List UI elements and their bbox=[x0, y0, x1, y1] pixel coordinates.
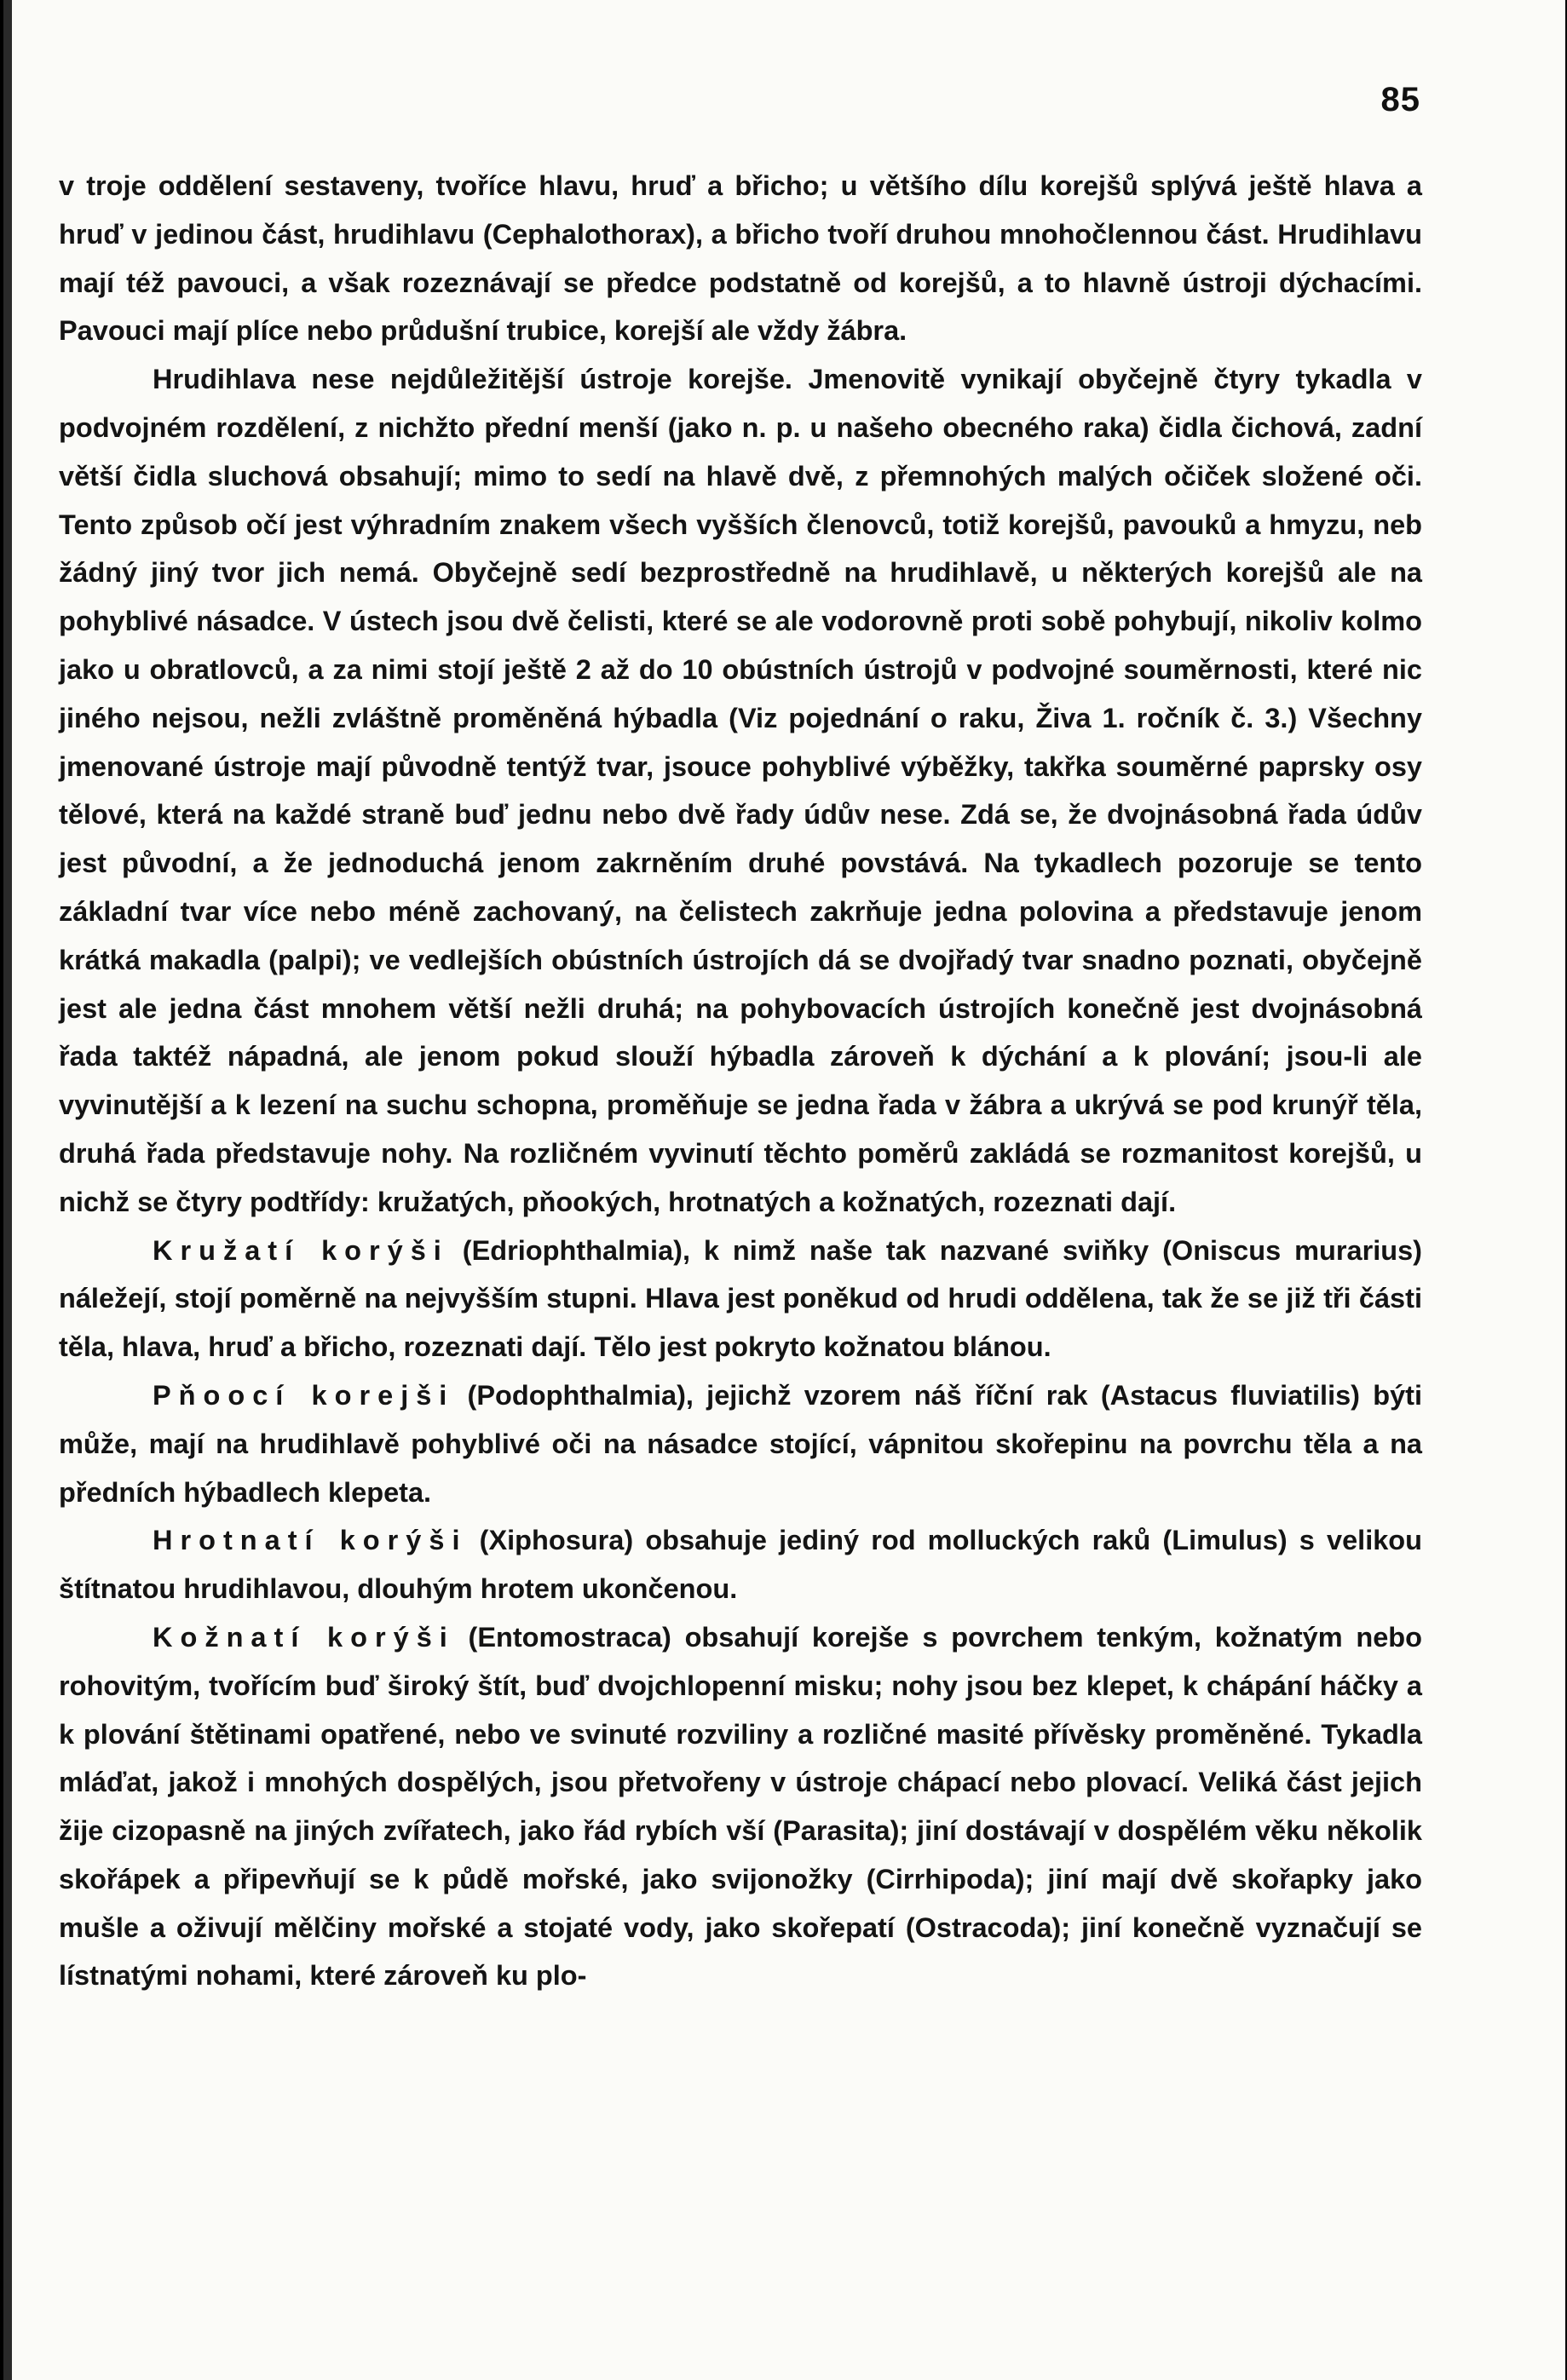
spaced-term-kruzati: Kružatí korýši bbox=[153, 1234, 449, 1266]
paragraph-3-text: (Edriophthalmia), k nimž naše tak nazvané sviňky (Oniscus murarius) náležejí, stojí poměrně na nejvyšším stupni. Hlava jest poněkud od hrudi oddělena, tak že se již tři části těla, hlava, hruď a břicho, rozeznati dají. Tělo jest pokryto kožnatou blánou. bbox=[59, 1234, 1422, 1363]
paragraph-2: Hrudihlava nese nejdůležitější ústroje korejše. Jmenovitě vynikají obyčejně čtyry tykadla v podvojném rozdělení, z nichžto přední menší (jako n. p. u našeho obecného raka) čidla čichová, zadní větší čidla sluchová obsahují; mimo to sedí na hlavě dvě, z přemnohých malých očiček složené oči. Tento způsob očí jest výhradním znakem všech vyšších členovců, totiž korejšů, pavouků a hmyzu, neb žádný jiný tvor jich nemá. Obyčejně sedí bezprostředně na hrudihlavě, u některých korejšů ale na pohyblivé násadce. V ústech jsou dvě čelisti, které se ale vodorovně proti sobě pohybují, nikoliv kolmo jako u obratlovců, a za nimi stojí ještě 2 až do 10 obústních ústrojů v podvojné souměrnosti, které nic jiného nejsou, nežli zvláštně proměněná hýbadla (Viz pojednání o raku, Živa 1. ročník č. 3.) Všechny jmenované ústroje mají původně tentýž tvar, jsouce pohyblivé výběžky, takřka souměrné paprsky osy tělové, která na každé straně buď jednu nebo dvě řady údův nese. Zdá se, že dvojnásobná řada údův jest původní, a že jednoduchá jenom zakrněním druhé povstává. Na tykadlech pozoruje se tento základní tvar více nebo méně zachovaný, na čelistech zakrňuje jedna polovina a představuje jenom krátká makadla (palpi); ve vedlejších obústních ústrojích dá se dvojřadý tvar snadno poznati, obyčejně jest ale jedna část mnohem větší nežli druhá; na pohybovacích ústrojích konečně jest dvojnásobná řada taktéž nápadná, ale jenom pokud slouží hýbadla zároveň k dýchání a k plování; jsou-li ale vyvinutější a k lezení na suchu schopna, proměňuje se jedna řada v žábra a ukrývá se pod krunýř těla, druhá řada představuje nohy. Na rozličném vyvinutí těchto poměrů zakládá se rozmanitost korejšů, u nichž se čtyry podtřídy: kružatých, pňookých, hrotnatých a kožnatých, rozeznati dají. bbox=[59, 364, 1422, 1217]
scan-edge bbox=[3, 0, 12, 2380]
book-page bbox=[12, 0, 1565, 2380]
spaced-term-koznati: Kožnatí korýši bbox=[153, 1621, 455, 1653]
paragraph-4 bbox=[59, 1371, 1422, 1516]
body-text bbox=[59, 162, 1422, 2000]
paragraph-3 bbox=[59, 1227, 1422, 1371]
paragraph-5-text: (Xiphosura) obsahuje jediný rod molluckých raků (Limulus) s velikou štítnatou hrudihlavou, dlouhým hrotem ukončenou. bbox=[59, 1525, 1423, 1605]
spaced-term-pnooci: Pňoocí korejši bbox=[153, 1379, 455, 1411]
paragraph-6-text: (Entomostraca) obsahují korejše s povrchem tenkým, kožnatým nebo rohovitým, tvořícím buď široký štít, buď dvojchlopenní misku; nohy jsou bez klepet, k chápání háčky a k plování štětinami opatřené, nebo ve svinuté rozviliny a rozličné masité přívěsky proměněné. Tykadla mláďat, jakož i mnohých dospělých, jsou přetvořeny v ústroje chápací nebo plovací. Veliká část jejich žije cizopasně na jiných zvířatech, jako řád rybích vší (Parasita); jiní dostávají v dospělém věku několik skořápek a připevňují se k půdě mořské, jako svijonožky (Cirrhipoda); jiní mají dvě skořapky jako mušle a oživují mělčiny mořské a stojaté vody, jako skořepatí (Ostracoda); jiní konečně vyznačují se lístnatými nohami, které zároveň ku plo- bbox=[59, 1621, 1422, 1992]
paragraph-1: v troje oddělení sestaveny, tvoříce hlavu, hruď a břicho; u většího dílu korejšů splývá ještě hlava a hruď v jedinou část, hrudihlavu (Cephalothorax), a břicho tvoří druhou mnohočlennou část. Hrudihlavu mají též pavouci, a však rozeznávají se předce podstatně od korejšů, a to hlavně ústroji dýchacími. Pavouci mají plíce nebo průdušní trubice, korejší ale vždy žábra. bbox=[59, 170, 1422, 347]
page-number: 85 bbox=[1380, 81, 1420, 118]
paragraph-4-text: (Podophthalmia), jejichž vzorem náš říční rak (Astacus fluviatilis) býti může, mají na hrudihlavě pohyblivé oči na násadce stojící, vápnitou skořepinu na povrchu těla a na předních hýbadlech klepeta. bbox=[59, 1379, 1422, 1508]
spaced-term-hrotnati: Hrotnatí korýši bbox=[153, 1525, 468, 1556]
paragraph-5 bbox=[59, 1516, 1422, 1613]
paragraph-6 bbox=[59, 1613, 1422, 2000]
